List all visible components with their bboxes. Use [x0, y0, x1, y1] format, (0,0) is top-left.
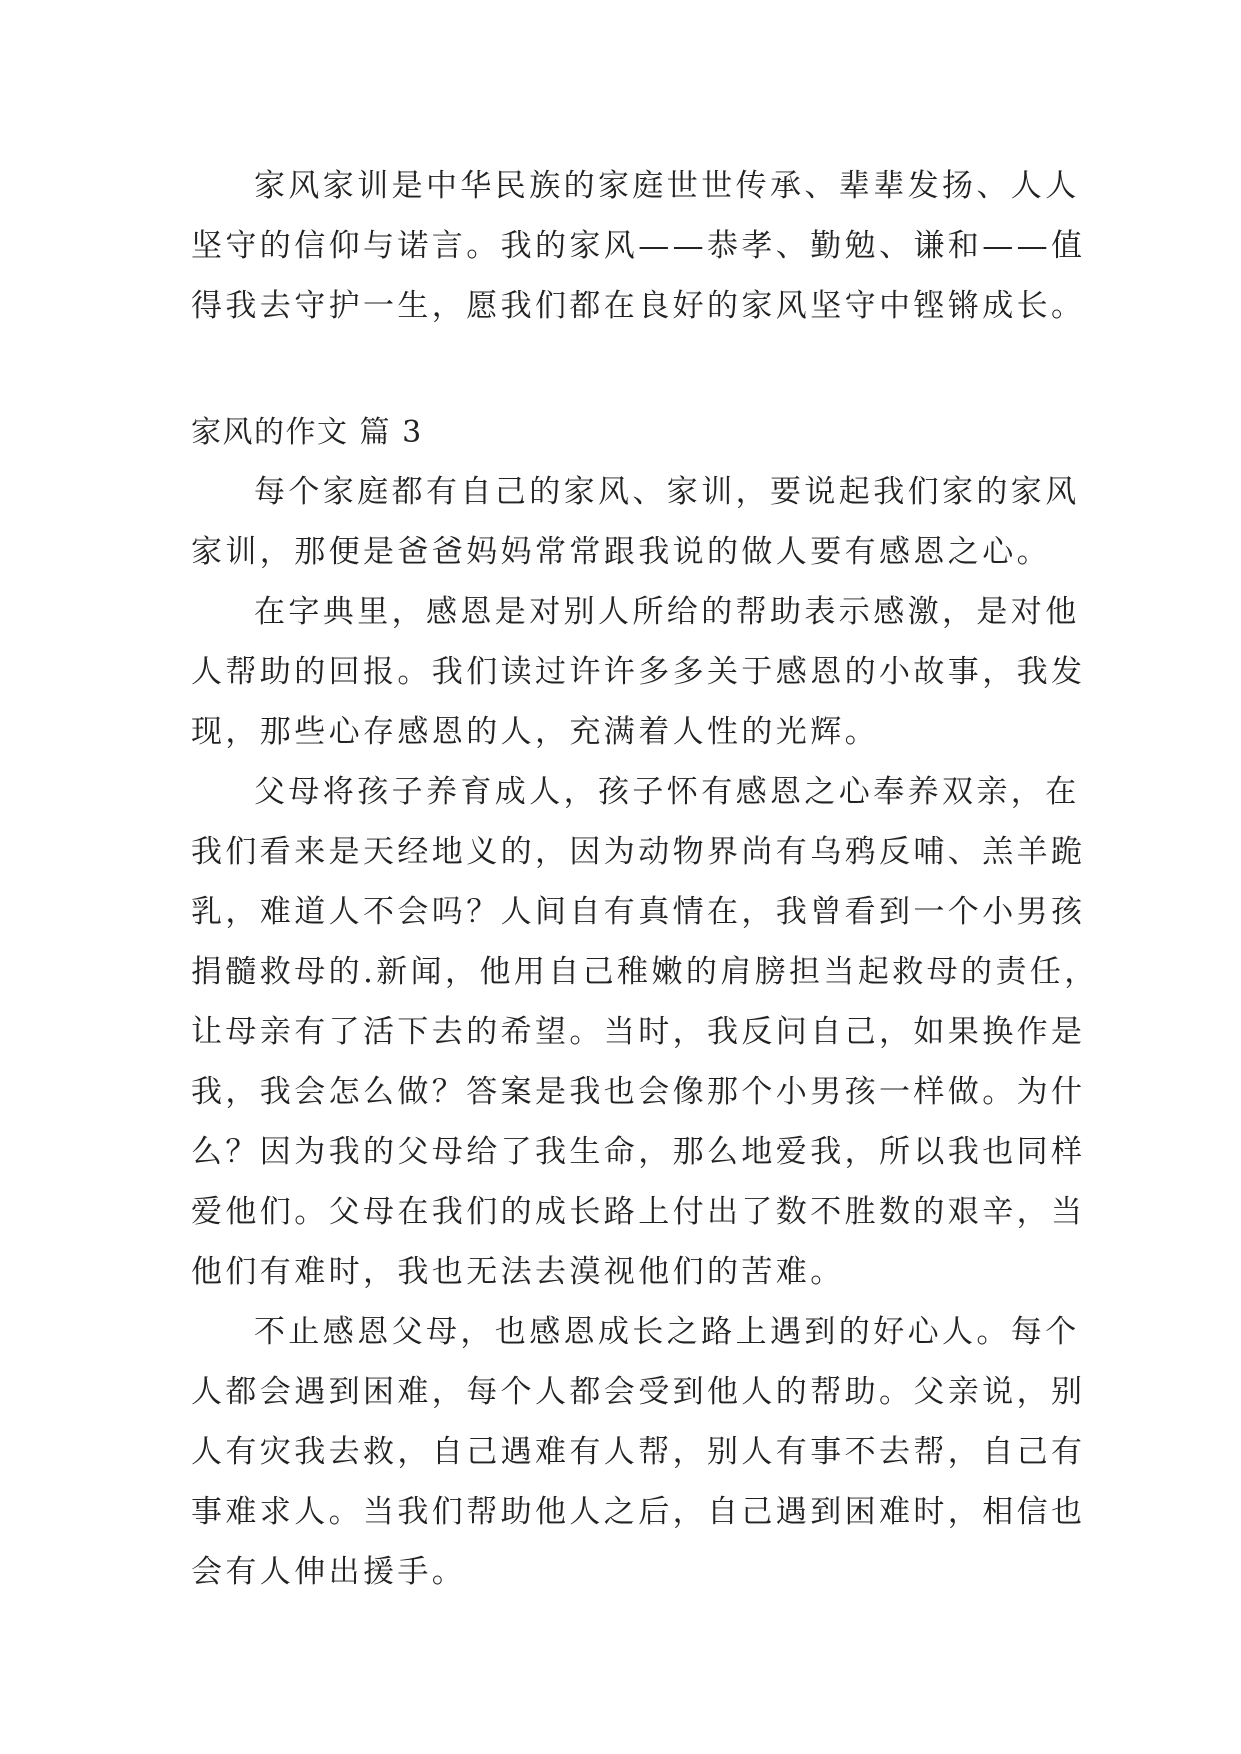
paragraph-line: 么？因为我的父母给了我生命，那么地爱我，所以我也同样 [191, 1134, 1086, 1170]
paragraph-4 [191, 1302, 1086, 1602]
paragraph-line: 每个家庭都有自己的家风、家训，要说起我们家的家风 [254, 474, 1080, 510]
paragraph-line: 让母亲有了活下去的希望。当时，我反问自己，如果换作是 [191, 1014, 1086, 1050]
paragraph-line: 得我去守护一生，愿我们都在良好的家风坚守中铿锵成长。 [191, 288, 1086, 324]
intro-paragraph [191, 156, 1086, 336]
paragraph-line: 乳，难道人不会吗？人间自有真情在，我曾看到一个小男孩 [191, 894, 1086, 930]
paragraph-line: 家训，那便是爸爸妈妈常常跟我说的做人要有感恩之心。 [191, 534, 1051, 570]
section-spacer [191, 336, 1051, 404]
paragraph-line: 事难求人。当我们帮助他人之后，自己遇到困难时，相信也 [191, 1494, 1086, 1530]
section-heading [191, 404, 1051, 462]
paragraph-line: 父母将孩子养育成人，孩子怀有感恩之心奉养双亲，在 [254, 774, 1080, 810]
paragraph-line: 人都会遇到困难，每个人都会受到他人的帮助。父亲说，别 [191, 1374, 1086, 1410]
paragraph-line: 爱他们。父母在我们的成长路上付出了数不胜数的艰辛，当 [191, 1194, 1086, 1230]
paragraph-line: 人帮助的回报。我们读过许许多多关于感恩的小故事，我发 [191, 654, 1086, 690]
paragraph-line: 我，我会怎么做？答案是我也会像那个小男孩一样做。为什 [191, 1074, 1086, 1110]
paragraph-line: 坚守的信仰与诺言。我的家风——恭孝、勤勉、谦和——值 [191, 228, 1086, 264]
paragraph-line: 不止感恩父母，也感恩成长之路上遇到的好心人。每个 [254, 1314, 1080, 1350]
paragraph-line: 我们看来是天经地义的，因为动物界尚有乌鸦反哺、羔羊跪 [191, 834, 1086, 870]
paragraph-line: 捐髓救母的.新闻，他用自己稚嫩的肩膀担当起救母的责任， [191, 954, 1099, 990]
paragraph-line: 会有人伸出援手。 [191, 1554, 467, 1590]
paragraph-line: 现，那些心存感恩的人，充满着人性的光辉。 [191, 714, 879, 750]
section-title: 家风的作文 [191, 415, 349, 450]
paragraph-line: 在字典里，感恩是对别人所给的帮助表示感激，是对他 [254, 594, 1080, 630]
paragraph-line: 家风家训是中华民族的家庭世世传承、辈辈发扬、人人 [254, 168, 1080, 204]
paragraph-line: 他们有难时，我也无法去漠视他们的苦难。 [191, 1254, 845, 1290]
document-page [191, 156, 1099, 1602]
paragraph-1 [191, 462, 1080, 582]
section-number: 篇 3 [359, 415, 423, 450]
paragraph-3 [191, 762, 1099, 1302]
paragraph-2 [191, 582, 1086, 762]
paragraph-line: 人有灾我去救，自己遇难有人帮，别人有事不去帮，自己有 [191, 1434, 1086, 1470]
